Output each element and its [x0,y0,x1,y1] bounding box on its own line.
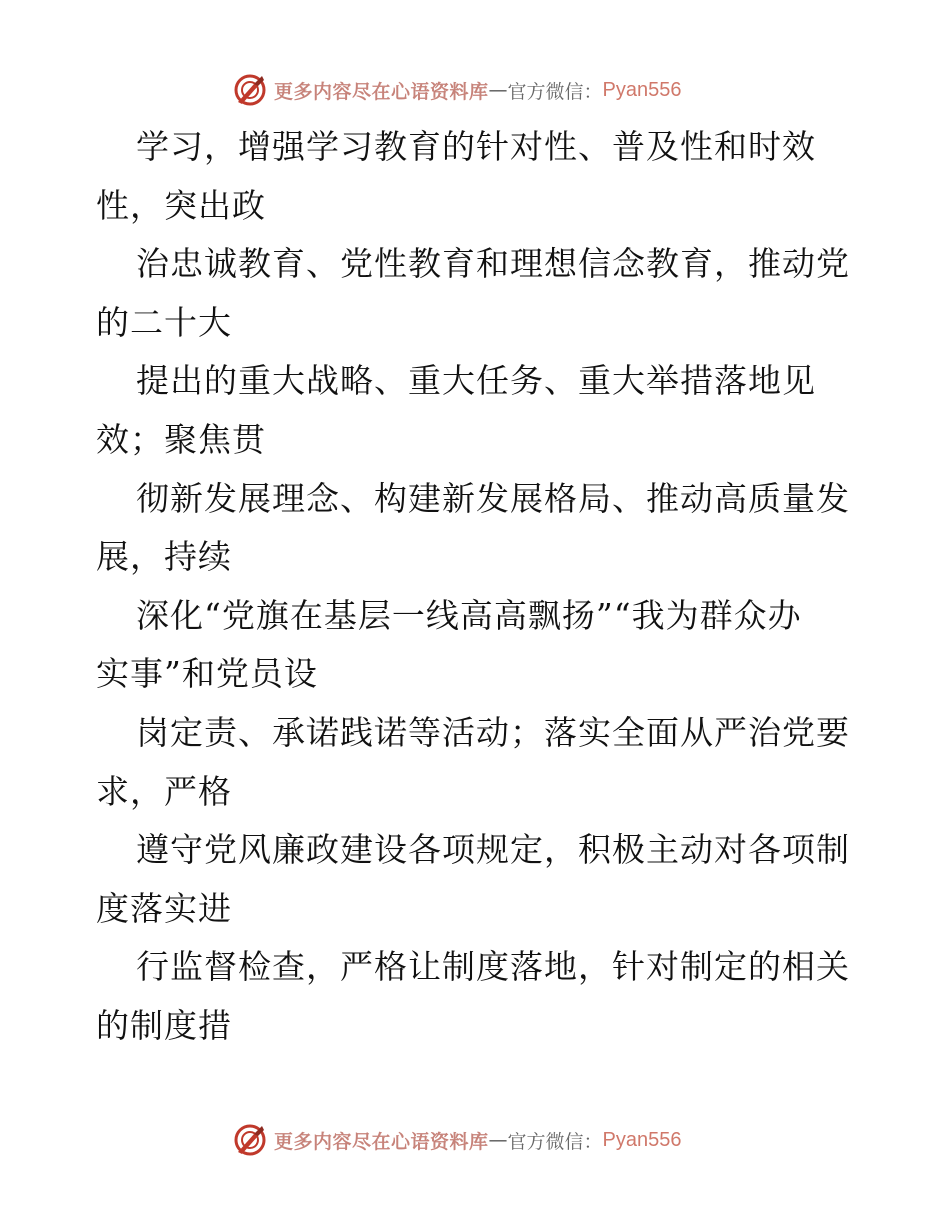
body-line: 彻新发展理念、构建新发展格局、推动高质量发 [136,478,850,518]
body-line: 性，突出政 [96,185,266,225]
body-line: 提出的重大战略、重大任务、重大举措落地见 [136,361,816,401]
body-line: 行监督检查，严格让制度落地，针对制定的相关 [136,947,850,987]
body-line: 学习，增强学习教育的针对性、普及性和时效 [136,127,816,166]
body-line: 岗定责、承诺践诺等活动；落实全面从严治党要 [136,712,850,752]
body-line: 的二十大 [96,302,232,342]
body-line: 的制度措 [96,1005,232,1045]
footer-wechat-account: Pyan556 [602,1128,682,1151]
header-wechat-account: Pyan556 [602,78,682,101]
body-line: 深化“党旗在基层一线高高飘扬”“我为群众办 [136,595,802,635]
footer-promo-text: 更多内容尽在心语资料库 [274,1130,489,1153]
body-line: 遵守党风廉政建设各项规定，积极主动对各项制 [136,830,850,870]
body-line: 度落实进 [96,888,232,928]
body-line: 求，严格 [96,771,232,811]
body-line: 效；聚焦贯 [96,419,266,459]
header-watermark-banner [232,70,752,110]
footer-separator: — [488,1129,508,1151]
footer-watermark-banner [232,1120,752,1160]
pen-logo-icon [232,72,268,108]
header-separator: — [488,79,508,101]
body-line: 治忠诚教育、党性教育和理想信念教育，推动党 [136,244,850,284]
footer-wechat-label: 官方微信： [507,1130,603,1153]
body-line: 展，持续 [96,537,232,577]
pen-logo-icon [232,1122,268,1158]
header-wechat-label: 官方微信： [507,80,603,103]
body-line: 实事”和党员设 [96,654,318,694]
document-body [96,118,856,1056]
header-promo-text: 更多内容尽在心语资料库 [274,80,489,103]
